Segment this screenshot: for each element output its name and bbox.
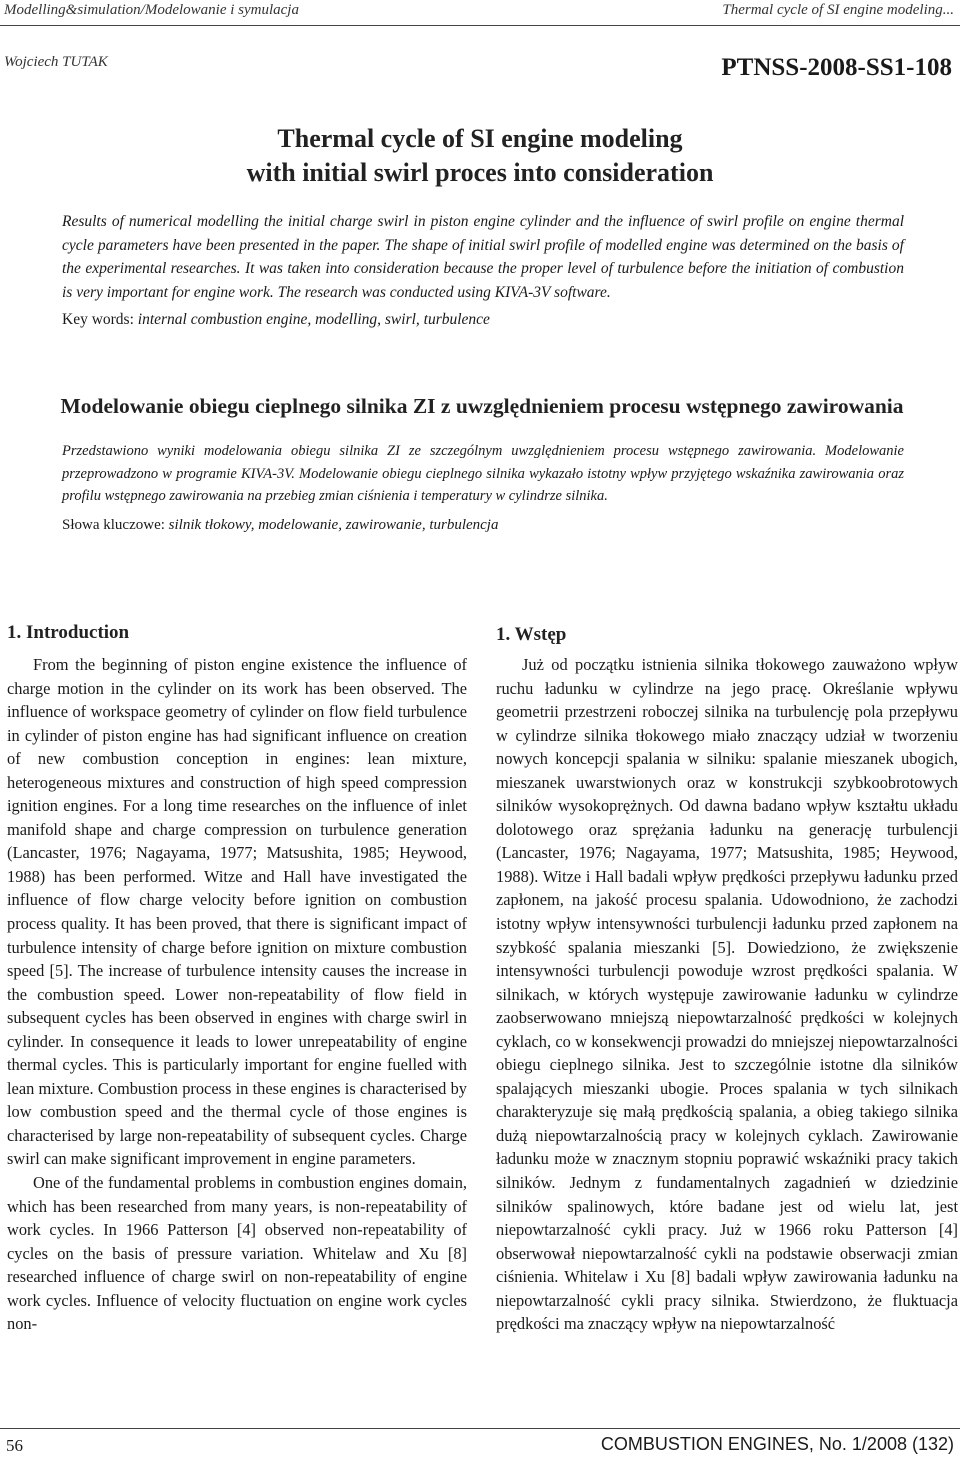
section-body-pl: [496, 653, 958, 1336]
column-en: [7, 620, 467, 1336]
page-number: 56: [6, 1436, 23, 1455]
paper-title-pl: Modelowanie obiegu cieplnego silnika ZI z uwzględnieniem procesu wstępnego zawirowania: [60, 394, 904, 418]
keywords-en-label: Key words:: [62, 311, 134, 329]
paper-title-en: [0, 122, 960, 190]
keywords-pl-value: silnik tłokowy, modelowanie, zawirowanie, turbulencja: [168, 517, 499, 534]
abstract-en: Results of numerical modelling the initial charge swirl in piston engine cylinder and the influence of swirl profile on engine thermal cycle parameters have been presented in the paper. The shape of initial swirl profile of modelled engine was determined on the basis of the experimental researches. It was taken into consideration because the proper level of turbulence before the initiation of combustion is very important for engine work. The research was conducted using KIVA-3V software.: [62, 213, 904, 301]
column-pl: [496, 622, 958, 1336]
footer-divider: [0, 1428, 960, 1429]
keywords-en-value: internal combustion engine, modelling, swirl, turbulence: [137, 311, 490, 329]
keywords-en: [62, 308, 904, 331]
paper-code: PTNSS-2008-SS1-108: [721, 54, 952, 81]
paragraph-en-1: From the beginning of piston engine existence the influence of charge motion in the cylinder on its work has been observed. The influence of workspace geometry of cylinder on flow field turbulence in cylinder of piston engine has had significant influence on creation of new combustion conception in engines: lean mixture, heterogeneous mixtures and construction of high speed compression ignition engines. For a long time researches on the influence of inlet manifold shape and charge compression on turbulence generation (Lancaster, 1976; Nagayama, 1977; Matsushita, 1985; Heywood, 1988) has been performed. Witze and Hall have investigated the influence of flow charge velocity before ignition on combustion process quality. It has been proved, that there is significant impact of turbulence intensity of charge before ignition on mixture combustion speed [5]. The increase of turbulence intensity causes the increase in the combustion speed. Lower non-repeatability of flow field in subsequent cycles has been observed in engines with charge swirl in cylinder. In consequence it leads to lower unrepeatability of engine thermal cycles. This is particularly important for engine fuelled with lean mixture. Combustion process in these engines is characterised by low combustion speed and the thermal cycle of those engines is characterised by large non-repeatability of subsequent cycles. Charge swirl can make significant improvement in engine parameters.: [7, 655, 467, 1169]
abstract-en-block: [62, 210, 904, 331]
journal-citation: COMBUSTION ENGINES, No. 1/2008 (132): [600, 1434, 954, 1454]
author-name: Wojciech TUTAK: [4, 54, 108, 70]
keywords-pl-label: Słowa kluczowe:: [62, 517, 165, 534]
paper-title-en-line1: Thermal cycle of SI engine modeling: [277, 124, 683, 153]
section-body-en: [7, 653, 467, 1336]
header-divider: [0, 25, 960, 26]
keywords-pl: [62, 514, 904, 537]
paragraph-en-2: One of the fundamental problems in combustion engines domain, which has been researched from many years, is non-repeatability of work cycles. In 1966 Patterson [4] observed non-repeatability of cycles on the basis of pressure variation. Whitelaw and Xu [8] researched influence of charge swirl on non-repeatability of engine work cycles. Influence of velocity fluctuation on engine work cycles non-: [7, 1173, 467, 1334]
paragraph-pl-1: Już od początku istnienia silnika tłokowego zauważono wpływ ruchu ładunku w cylindrze na jego pracę. Określanie wpływu geometrii przestrzeni roboczej silnika na turbulencję pola przepływu w cylindrze silnika tłokowego miało znaczący udział w tworzeniu nowych koncepcji spalania w silniku: spalanie mieszanek ubogich, mieszanek uwarstwionych oraz w konstrukcji szybkoobrotowych silników wysokoprężnych. Od dawna badano wpływ kształtu układu dolotowego oraz sprężania ładunku na generację turbulencji (Lancaster, 1976; Nagayama, 1977; Matsushita, 1985; Heywood, 1988). Witze i Hall badali wpływ prędkości przepływu ładunku przed zapłonem, na jakość procesu spalania. Udowodniono, że zachodzi istotny wpływ intensywności turbulencji ładunku przed zapłonem na szybkość spalania mieszanki [5]. Dowiedziono, że zwiększenie intensywności turbulencji powoduje wzrost prędkości spalania. W silnikach, w których występuje zawirowanie ładunku w cylindrze zaobserwowano mniejszą niepowtarzalność prędkości w kolejnych cyklach, co w konsekwencji prowadzi do mniejszej niepowtarzalności obiegu cieplnego silnika. Jest to szczególnie istotne dla silników spalających mieszanki ubogie. Proces spalania w tych silnikach charakteryzuje się małą prędkością spalania, a obieg takiego silnika dużą niepowtarzalnością pracy w kolejnych cyklach. Zawirowanie ładunku może w znacznym stopniu poprawić wskaźniki pracy takich silników. Jednym z fundamentalnych zagadnień w dziedzinie silników spalinowych, które badane jest od wielu lat, jest niepowtarzalność cykli pracy. Już w 1966 roku Patterson [4] obserwował niepowtarzalność cykli na podstawie obserwacji zmian ciśnienia. Whitelaw i Xu [8] badali wpływ zawirowania ładunku na niepowtarzalność cykli pracy silnika. Stwierdzono, że fluktuacja prędkości ma znaczący wpływ na niepowtarzalność: [496, 655, 958, 1334]
abstract-pl: Przedstawiono wyniki modelowania obiegu silnika ZI ze szczególnym uwzględnieniem procesu wstępnego zawirowania. Modelowanie przeprowadzono w programie KIVA-3V. Modelowanie obiegu cieplnego silnika wykazało istotny wpływ przyjętego wskaźnika zawirowania oraz profilu wstępnego zawirowania na przebieg zmian ciśnienia i temperatury w cylindrze silnika.: [62, 443, 904, 505]
paper-title-en-line2: with initial swirl proces into consideration: [246, 158, 714, 187]
header-section-label: Modelling&simulation/Modelowanie i symulacja: [4, 2, 299, 18]
section-heading-pl: 1. Wstęp: [496, 624, 567, 645]
section-heading-en: 1. Introduction: [7, 622, 130, 643]
header-running-title: Thermal cycle of SI engine modeling...: [722, 2, 954, 18]
abstract-pl-block: [62, 440, 904, 537]
